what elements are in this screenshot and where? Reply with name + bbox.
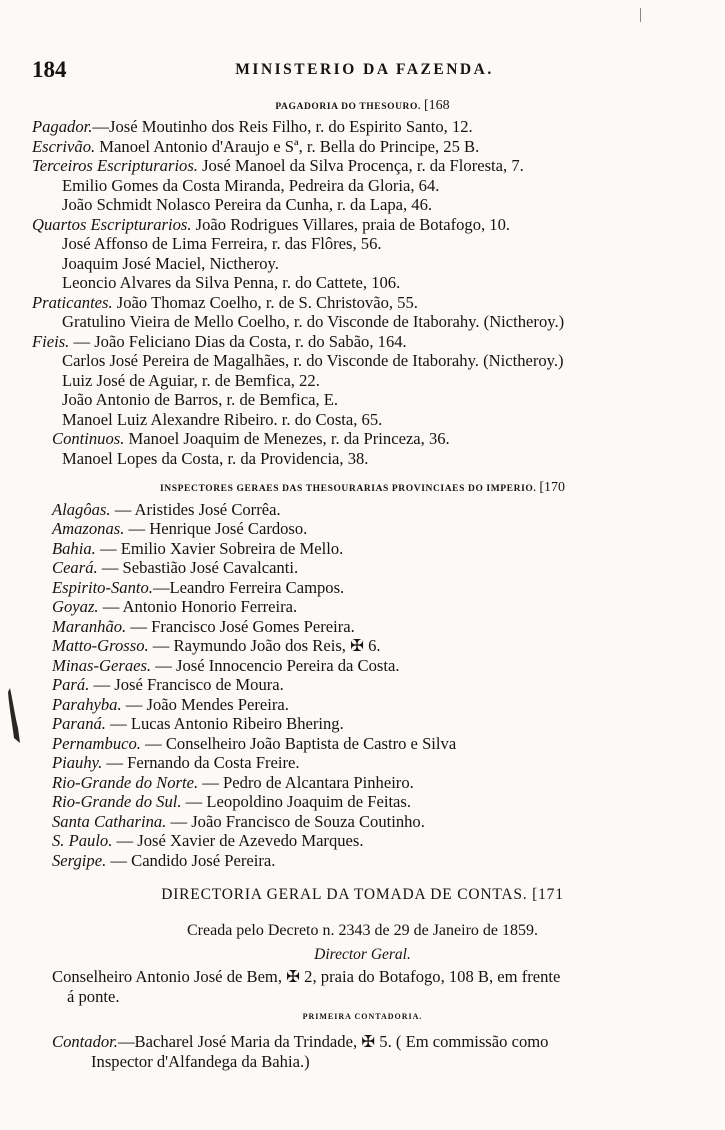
province-entry	[52, 793, 411, 811]
entry-text: Manoel Joaquim de Menezes, r. da Princeza, 36.	[124, 429, 450, 448]
inspector-name: — Francisco José Gomes Pereira.	[126, 617, 355, 636]
province-entry	[52, 813, 425, 831]
inspector-name: — Aristides José Corrêa.	[110, 500, 281, 519]
entry-text: —José Moutinho dos Reis Filho, r. do Espirito Santo, 12.	[92, 117, 473, 136]
entry-text: Carlos José Pereira de Magalhães, r. do Visconde de Itaborahy. (Nictheroy.)	[62, 351, 564, 370]
province-name: Amazonas.	[52, 519, 125, 538]
province-name: Parahyba.	[52, 695, 122, 714]
entry-label: Escrivão.	[32, 137, 96, 156]
margin-ink-mark	[4, 688, 20, 743]
entry-line	[62, 313, 564, 331]
province-name: Maranhão.	[52, 617, 127, 636]
inspector-name: — José Innocencio Pereira da Costa.	[151, 656, 400, 675]
province-entry	[52, 637, 381, 655]
province-name: Alagôas.	[52, 500, 111, 519]
entry-text: João Rodrigues Villares, praia de Botafogo, 10.	[191, 215, 511, 234]
entry-text: Joaquim José Maciel, Nictheroy.	[62, 254, 279, 273]
entry-line	[62, 274, 400, 292]
entry-label: Pagador.	[32, 117, 93, 136]
entry-text: —Bacharel José Maria da Trindade, ✠ 5. ( Em commissão como	[117, 1032, 549, 1051]
inspector-name: — Antonio Honorio Ferreira.	[98, 597, 298, 616]
entry-line	[62, 372, 320, 390]
province-entry	[52, 540, 343, 558]
inspector-name: — Candido José Pereira.	[106, 851, 276, 870]
entry-line	[32, 294, 418, 312]
entry-label: Praticantes.	[32, 293, 113, 312]
entry-label: Terceiros Escripturarios.	[32, 156, 198, 175]
province-name: Matto-Grosso.	[52, 636, 149, 655]
inspector-name: — Conselheiro João Baptista de Castro e Silva	[140, 734, 457, 753]
entry-line	[62, 352, 564, 370]
entry-label: Contador.	[52, 1032, 118, 1051]
entry-text: Manoel Luiz Alexandre Ribeiro. r. do Costa, 65.	[62, 410, 383, 429]
inspector-name: — José Xavier de Azevedo Marques.	[112, 831, 364, 850]
inspector-name: — José Francisco de Moura.	[89, 675, 284, 694]
province-name: Goyaz.	[52, 597, 99, 616]
entry-label: Continuos.	[52, 429, 125, 448]
province-entry	[52, 676, 284, 694]
province-entry	[52, 598, 297, 616]
entry-line	[62, 450, 368, 468]
director-line-continued: á ponte.	[67, 987, 120, 1006]
entry-text: Luiz José de Aguiar, r. de Bemfica, 22.	[62, 371, 320, 390]
running-title: MINISTERIO DA FAZENDA.	[235, 61, 494, 78]
entry-line	[32, 333, 407, 351]
province-entry	[52, 715, 344, 733]
entry-text: José Affonso de Lima Ferreira, r. das Flôres, 56.	[62, 234, 382, 253]
page-header	[32, 57, 697, 83]
province-name: Espirito-Santo.	[52, 578, 153, 597]
province-entry	[52, 559, 298, 577]
section-title: PAGADORIA DO THESOURO.	[275, 102, 421, 112]
inspector-name: — Emilio Xavier Sobreira de Mello.	[95, 539, 344, 558]
province-name: Rio-Grande do Norte.	[52, 773, 199, 792]
province-entry	[52, 657, 399, 675]
entry-line	[32, 138, 479, 156]
province-name: Rio-Grande do Sul.	[52, 792, 182, 811]
entry-text: Emilio Gomes da Costa Miranda, Pedreira da Gloria, 64.	[62, 176, 440, 195]
province-name: Bahia.	[52, 539, 96, 558]
province-entry	[52, 696, 289, 714]
entry-line	[62, 255, 279, 273]
entry-line	[32, 157, 524, 175]
section-ref: [171	[532, 886, 564, 903]
inspector-name: — Pedro de Alcantara Pinheiro.	[198, 773, 414, 792]
entry-text: João Thomaz Coelho, r. de S. Christovão, 55.	[112, 293, 418, 312]
province-name: Pará.	[52, 675, 90, 694]
entry-line	[52, 430, 450, 448]
section-ref: [168	[423, 98, 450, 113]
province-name: Piauhy.	[52, 753, 103, 772]
sub-heading-contadoria: PRIMEIRA CONTADORIA.	[302, 1012, 423, 1021]
entry-line	[62, 391, 338, 409]
section-title: INSPECTORES GERAES DAS THESOURARIAS PROVINCIAES DO IMPERIO.	[160, 484, 537, 494]
entry-text: João Antonio de Barros, r. de Bemfica, E.	[62, 390, 339, 409]
inspector-name: — Fernando da Costa Freire.	[102, 753, 300, 772]
province-entry	[52, 832, 364, 850]
province-entry	[52, 774, 414, 792]
page-number: 184	[32, 57, 67, 82]
entry-text: Manoel Lopes da Costa, r. da Providencia, 38.	[62, 449, 369, 468]
province-entry	[52, 852, 275, 870]
province-entry	[52, 501, 281, 519]
section-title: DIRECTORIA GERAL DA TOMADA DE CONTAS.	[161, 886, 528, 903]
province-name: Ceará.	[52, 558, 98, 577]
section-heading-pagadoria	[0, 98, 725, 114]
contador-line	[52, 1033, 548, 1051]
inspector-name: — Sebastião José Cavalcanti.	[97, 558, 299, 577]
province-entry	[52, 618, 355, 636]
province-entry	[52, 579, 344, 597]
margin-tick	[640, 8, 641, 22]
province-name: Sergipe.	[52, 851, 107, 870]
province-name: Minas-Geraes.	[52, 656, 152, 675]
entry-text: João Schmidt Nolasco Pereira da Cunha, r. da Lapa, 46.	[62, 195, 433, 214]
entry-text: Manoel Antonio d'Araujo e Sª, r. Bella do Principe, 25 B.	[95, 137, 480, 156]
province-name: Santa Catharina.	[52, 812, 167, 831]
entry-label: Fieis.	[32, 332, 70, 351]
director-line: Conselheiro Antonio José de Bem, ✠ 2, praia do Botafogo, 108 B, em frente	[52, 967, 561, 986]
inspector-name: — João Francisco de Souza Coutinho.	[166, 812, 425, 831]
inspector-name: — Lucas Antonio Ribeiro Bhering.	[105, 714, 344, 733]
entry-line	[62, 411, 382, 429]
province-entry	[52, 520, 307, 538]
entry-label: Quartos Escripturarios.	[32, 215, 192, 234]
entry-text: Leoncio Alvares da Silva Penna, r. do Cattete, 106.	[62, 273, 401, 292]
inspector-name: — Raymundo João dos Reis, ✠ 6.	[148, 636, 381, 655]
entry-text: José Manoel da Silva Procença, r. da Floresta, 7.	[197, 156, 524, 175]
inspector-name: —Leandro Ferreira Campos.	[152, 578, 345, 597]
inspector-name: — João Mendes Pereira.	[121, 695, 289, 714]
section-heading-tomada-de-contas	[0, 886, 725, 903]
section-ref: [170	[539, 480, 565, 495]
entry-line	[62, 177, 439, 195]
contador-line-continued: Inspector d'Alfandega da Bahia.)	[91, 1052, 310, 1071]
entry-line	[62, 196, 432, 214]
entry-text: Gratulino Vieira de Mello Coelho, r. do Visconde de Itaborahy. (Nictheroy.)	[62, 312, 565, 331]
section-heading-inspectores	[0, 480, 725, 496]
creation-decree: Creada pelo Decreto n. 2343 de 29 de Janeiro de 1859.	[187, 922, 538, 939]
province-entry	[52, 735, 456, 753]
province-entry	[52, 754, 300, 772]
entry-text: — João Feliciano Dias da Costa, r. do Sabão, 164.	[69, 332, 407, 351]
inspector-name: — Leopoldino Joaquim de Feitas.	[181, 792, 412, 811]
entry-line	[32, 118, 473, 136]
role-title: Director Geral.	[314, 946, 411, 963]
inspector-name: — Henrique José Cardoso.	[124, 519, 308, 538]
province-name: Paraná.	[52, 714, 106, 733]
entry-line	[62, 235, 382, 253]
entry-line	[32, 216, 510, 234]
province-name: Pernambuco.	[52, 734, 141, 753]
province-name: S. Paulo.	[52, 831, 113, 850]
